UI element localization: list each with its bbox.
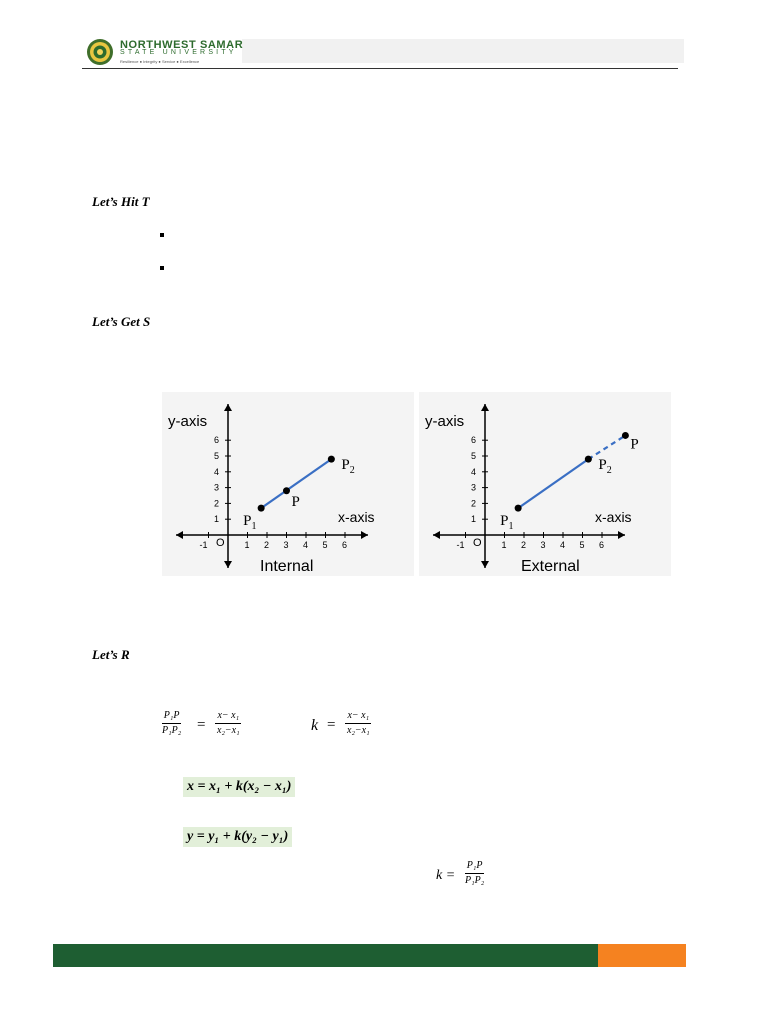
ratio-left-denominator: P₁P₂ [162,725,182,736]
k-equals-sign: = [327,717,336,733]
x-tick-label: 5 [322,540,328,550]
k-fraction [345,710,372,737]
x-tick-label: -1 [199,540,208,550]
y-tick-label: 1 [471,514,477,525]
point-label-subscript: 2 [606,465,612,477]
footer-orange-bar [598,944,686,967]
x-axis-arrow-right [361,531,368,539]
k-fraction-numerator: x− x₁ [345,710,371,724]
internal-division-graph [162,392,414,576]
point-marker [515,505,522,512]
x-tick-label: 3 [540,540,546,550]
x-tick-label: 6 [599,540,605,550]
y-axis-arrow-down [224,561,232,568]
point-label-subscript: 1 [251,521,257,533]
y-tick-label: 3 [214,482,220,493]
point-label: $P_1$ [500,513,514,533]
origin-label: O [216,537,225,549]
x-tick-label: 2 [264,540,270,550]
x-axis-arrow-right [618,531,625,539]
x-tick-label: 6 [342,540,348,550]
k-definition-fraction [463,860,486,887]
section-heading-hit: Let’s Hit T [92,194,150,209]
x-axis-arrow-left [433,531,440,539]
segment-extension [588,435,625,459]
header-band [242,39,684,63]
section-heading-get: Let’s Get S [92,314,151,329]
x-tick-label: 1 [244,540,250,550]
y-axis-label: y-axis [168,413,208,430]
y-tick-label: 2 [471,498,477,509]
ratio-fraction-right [215,710,242,737]
y-coordinate-formula: y = y₁ + k(y₂ − y₁) [183,827,292,847]
y-tick-label: 2 [214,498,220,509]
point-label-subscript: 2 [349,465,355,477]
x-tick-label: 4 [560,540,566,550]
point-marker [258,505,265,512]
point-label-subscript: 1 [508,521,514,533]
section-heading-r: Let’s R [92,647,130,662]
k-fraction-denominator: x₂−x₁ [347,725,370,736]
ratio-fraction-left [160,710,183,737]
y-axis-arrow-up [224,404,232,411]
x-axis-arrow-left [176,531,183,539]
x-axis-label: x-axis [338,509,375,525]
graph-caption: Internal [260,558,314,575]
y-axis-label: y-axis [425,413,465,430]
graph-caption: External [521,558,580,575]
y-tick-label: 6 [471,435,477,446]
y-tick-label: 4 [471,466,477,477]
k-variable: k [311,717,319,734]
point-marker [328,456,335,463]
ratio-left-numerator: P₁P [162,710,182,724]
x-tick-label: 3 [283,540,289,550]
x-tick-label: -1 [456,540,465,550]
x-tick-label: 5 [579,540,585,550]
y-tick-label: 6 [214,435,220,446]
y-tick-label: 5 [471,451,477,461]
point-marker [283,487,290,494]
university-name: NORTHWEST SAMAR [120,39,244,51]
x-tick-label: 2 [521,540,527,550]
point-label: P [291,493,300,510]
x-coordinate-formula: x = x₁ + k(x₂ − x₁) [183,777,295,797]
point-label: $P_1$ [243,513,257,533]
y-tick-label: 3 [471,482,477,493]
external-division-graph [419,392,671,576]
footer-green-bar [53,944,598,967]
k-definition-numerator: P₁P [465,860,485,874]
point-label: $P_2$ [341,457,355,477]
bullet-marker-2 [160,266,164,270]
ratio-equals-sign: = [197,717,206,733]
y-tick-label: 1 [214,514,220,525]
x-axis-label: x-axis [595,509,632,525]
y-tick-label: 5 [214,451,220,461]
point-label: $P_2$ [598,457,612,477]
university-motto: Resilience ● Integrity ● Service ● Excellence [120,59,200,64]
university-subtitle: STATE UNIVERSITY [120,49,237,56]
segment-p1-p2 [518,459,588,508]
y-axis-arrow-up [481,404,489,411]
x-tick-label: 4 [303,540,309,550]
university-seal-icon [86,38,114,66]
k-definition-denominator: P₁P₂ [465,875,485,886]
point-label: P [630,436,639,453]
document-header [82,36,682,70]
y-tick-label: 4 [214,466,220,477]
y-axis-arrow-down [481,561,489,568]
header-divider [82,68,678,69]
ratio-right-denominator: x₂−x₁ [217,725,240,736]
origin-label: O [473,537,482,549]
k-definition-lhs: k = [436,868,456,883]
x-tick-label: 1 [501,540,507,550]
point-marker [622,432,629,439]
bullet-marker-1 [160,233,164,237]
ratio-right-numerator: x− x₁ [215,710,241,724]
point-marker [585,456,592,463]
